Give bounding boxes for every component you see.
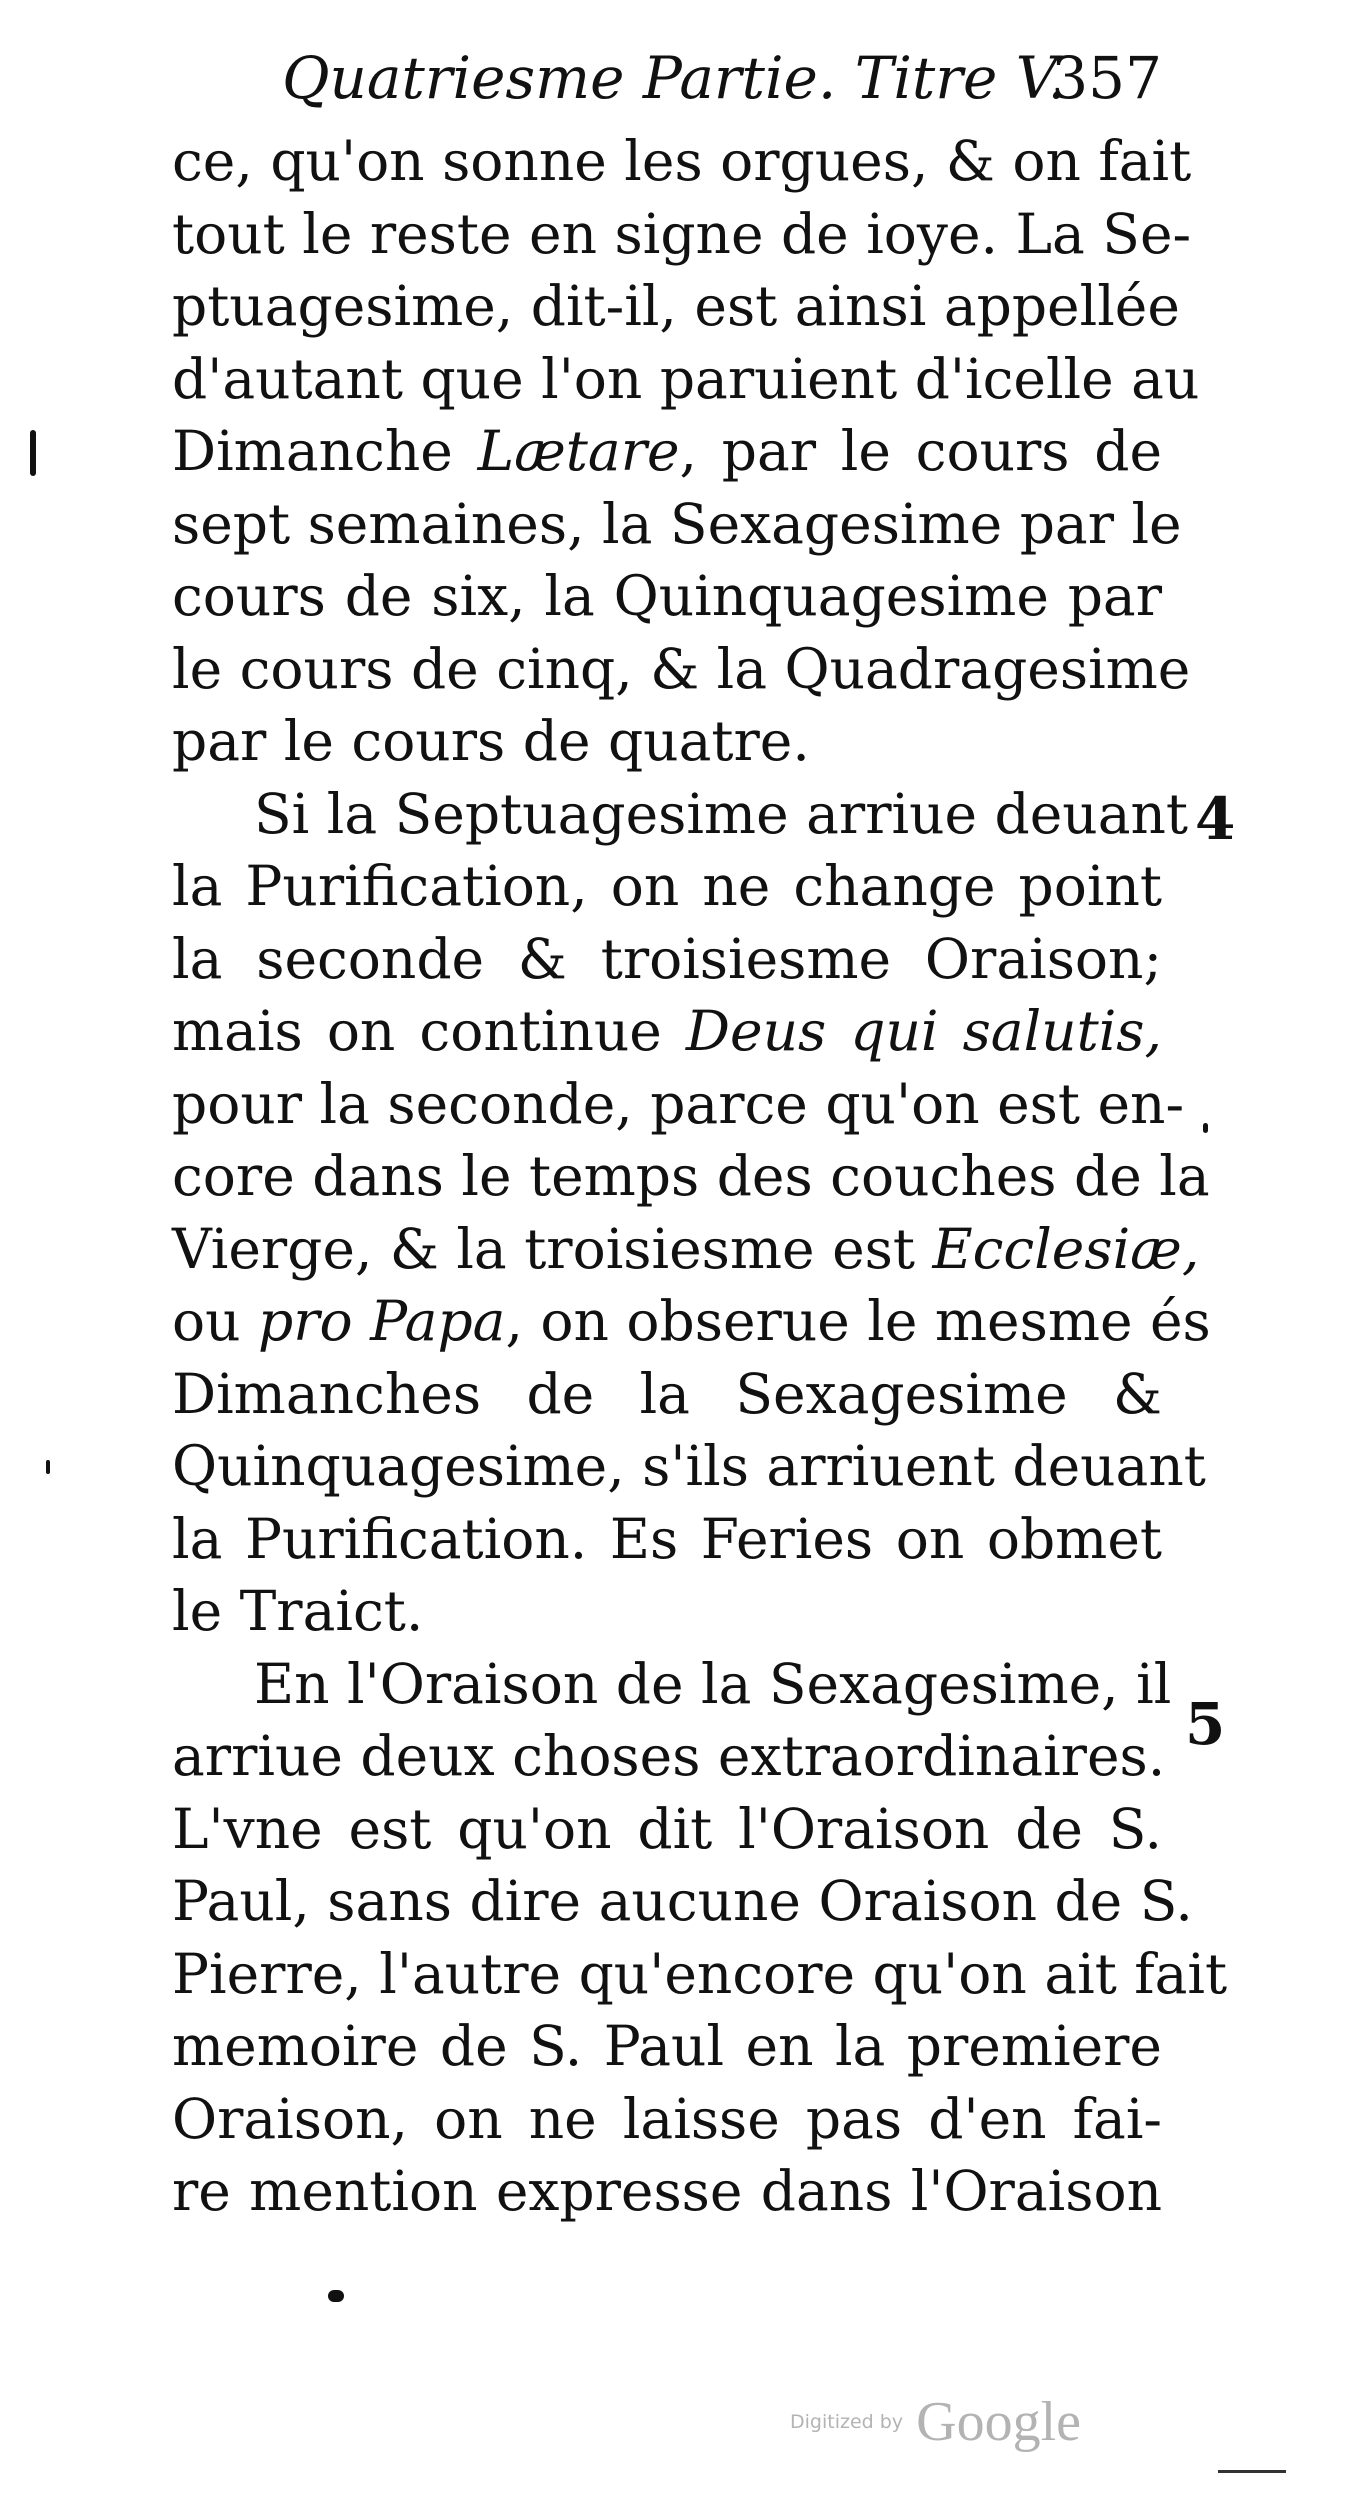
text-line: la Purification. Es Feries on obmet [172, 1506, 1162, 1571]
text-line: d'autant que l'on paruient d'icelle au [172, 346, 1200, 411]
body-text [172, 125, 1228, 2228]
text-line: mais on continue Deus qui salutis, [172, 999, 1162, 1063]
bottom-rule [1218, 2470, 1286, 2473]
google-logo: Google [916, 2391, 1081, 2453]
paragraph-start-line: Si la Septuagesime arriue deuant [254, 781, 1189, 846]
text-line: cours de six, la Quinquagesime par [172, 564, 1162, 628]
text-line: re mention expresse dans l'Oraison [172, 2159, 1162, 2223]
text-line: tout le reste en signe de ioye. La Se- [172, 201, 1192, 266]
ink-mark [46, 1460, 50, 1474]
text-line: Paul, sans dire aucune Oraison de S. [172, 1869, 1193, 1933]
text-line: arriue deux choses extraordinaires. [172, 1724, 1166, 1788]
ink-mark [1203, 1123, 1208, 1133]
text-line: le cours de cinq, & la Quadragesime [172, 636, 1191, 701]
digitized-watermark [790, 2390, 1090, 2460]
text-line: memoire de S. Paul en la premiere [172, 2014, 1162, 2078]
text-line: Quinquagesime, s'ils arriuent deuant [172, 1434, 1206, 1498]
text-line: ce, qu'on sonne les orgues, & on fait [172, 129, 1192, 193]
ink-blot [328, 2290, 344, 2302]
text-line: ptuagesime, dit-il, est ainsi appellée [172, 274, 1180, 338]
ink-mark [30, 430, 36, 476]
text-line: Oraison, on ne laisse pas d'en fai- [172, 2086, 1162, 2151]
running-title: Quatriesme Partie. Titre V. [282, 44, 1066, 112]
text-line: Dimanche Lætare, par le cours de [172, 419, 1162, 483]
watermark-prefix: Digitized by [790, 2411, 904, 2433]
text-line: le Traict. [172, 1579, 424, 1643]
text-line: la seconde & troisiesme Oraison; [172, 926, 1162, 991]
margin-note: 5 [1185, 1690, 1226, 1758]
text-line: ou pro Papa, on obserue le mesme és [172, 1289, 1211, 1353]
paragraph-start-line: En l'Oraison de la Sexagesime, il [254, 1651, 1172, 1716]
text-line: Vierge, & la troisiesme est Ecclesiæ, [172, 1216, 1200, 1281]
text-line: core dans le temps des couches de la [172, 1144, 1210, 1208]
margin-note: 4 [1195, 785, 1236, 853]
text-line: pour la seconde, parce qu'on est en- [172, 1071, 1185, 1136]
text-line: la Purification, on ne change point [172, 854, 1162, 918]
text-line: Dimanches de la Sexagesime & [172, 1361, 1162, 1426]
text-line: L'vne est qu'on dit l'Oraison de S. [172, 1796, 1162, 1861]
page-number: 357 [1051, 44, 1162, 112]
running-header [282, 38, 1162, 118]
text-line: par le cours de quatre. [172, 709, 810, 773]
text-line: sept semaines, la Sexagesime par le [172, 491, 1182, 556]
text-line: Pierre, l'autre qu'encore qu'on ait fait [172, 1941, 1228, 2006]
